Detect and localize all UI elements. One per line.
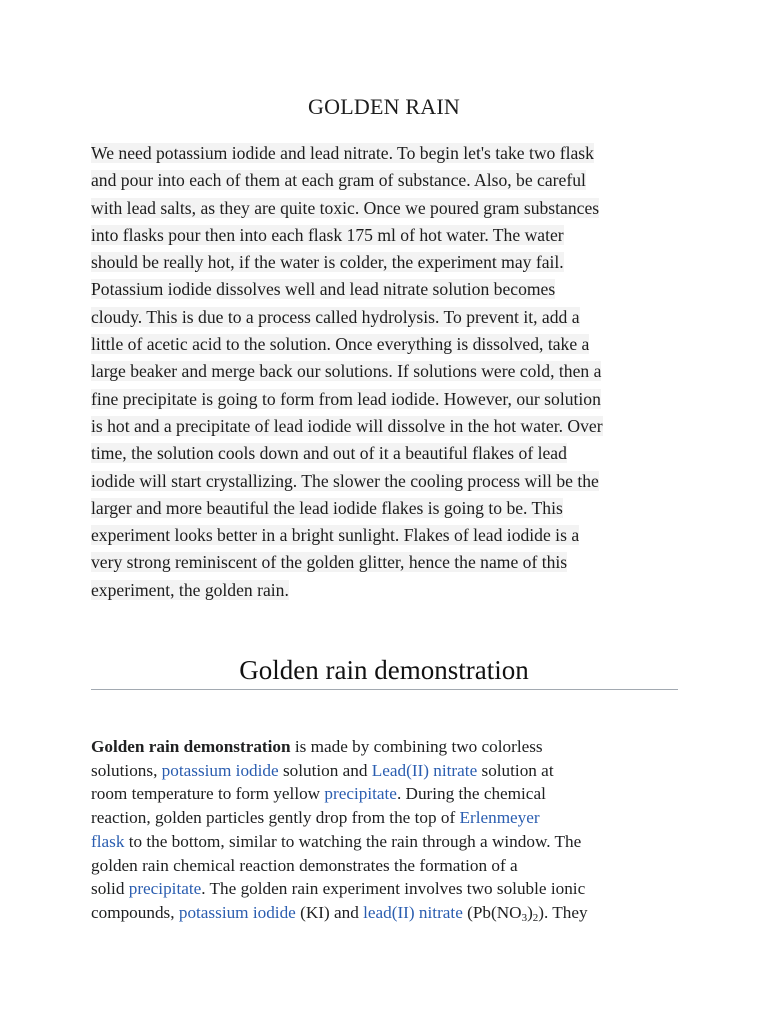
article-paragraph <box>91 735 681 925</box>
intro-line: very strong reminiscent of the golden glitter, hence the name of this <box>91 552 568 573</box>
link-potassium-iodide[interactable]: potassium iodide <box>161 760 279 780</box>
link-erlenmeyer-flask[interactable]: Erlenmeyer <box>459 808 540 828</box>
document-title: GOLDEN RAIN <box>308 94 460 119</box>
link-lead-ii-nitrate[interactable]: Lead(II) nitrate <box>371 760 478 780</box>
intro-line: into flasks pour then into each flask 175 ml of hot water. The water <box>91 224 564 245</box>
intro-line: larger and more beautiful the lead iodide flakes is going to be. This <box>91 497 563 518</box>
link-potassium-iodide-2[interactable]: potassium iodide <box>178 902 296 922</box>
intro-line: cloudy. This is due to a process called hydrolysis. To prevent it, add a <box>91 306 580 327</box>
intro-line: We need potassium iodide and lead nitrate. To begin let's take two flask <box>91 143 594 163</box>
article-line: Golden rain demonstration is made by combining two colorless <box>91 737 543 756</box>
subscript: 2 <box>532 911 539 924</box>
article-line: solid precipitate. The golden rain experiment involves two soluble ionic <box>91 879 586 899</box>
intro-line: iodide will start crystallizing. The slower the cooling process will be the <box>91 470 599 491</box>
heading-divider <box>91 689 678 690</box>
article-line: reaction, golden particles gently drop from the top of Erlenmeyer <box>91 808 540 828</box>
intro-line: time, the solution cools down and out of it a beautiful flakes of lead <box>91 443 567 464</box>
bold-term: Golden rain demonstration <box>91 737 291 756</box>
article-line: flask to the bottom, similar to watching the rain through a window. The <box>91 831 582 851</box>
intro-line: large beaker and merge back our solutions. If solutions were cold, then a <box>91 361 602 382</box>
intro-line: with lead salts, as they are quite toxic. Once we poured gram substances <box>91 197 600 218</box>
section-heading: Golden rain demonstration <box>239 655 529 685</box>
article-line: solutions, potassium iodide solution and Lead(II) nitrate solution at <box>91 760 554 780</box>
intro-line: Potassium iodide dissolves well and lead nitrate solution becomes <box>91 279 556 300</box>
intro-line: is hot and a precipitate of lead iodide will dissolve in the hot water. Over <box>91 415 603 436</box>
intro-line: experiment, the golden rain. <box>91 579 289 600</box>
article-line: golden rain chemical reaction demonstrates the formation of a <box>91 855 518 875</box>
intro-line: and pour into each of them at each gram of substance. Also, be careful <box>91 170 586 191</box>
subscript: 3 <box>521 911 528 924</box>
link-precipitate[interactable]: precipitate <box>324 784 397 804</box>
article-line: compounds, potassium iodide (KI) and lead(II) nitrate $(Pb(NO_3)_2)$. They <box>91 902 588 924</box>
intro-line: should be really hot, if the water is colder, the experiment may fail. <box>91 252 564 273</box>
link-lead-ii-nitrate-2[interactable]: lead(II) nitrate <box>363 902 463 922</box>
intro-line: experiment looks better in a bright sunlight. Flakes of lead iodide is a <box>91 525 580 546</box>
link-erlenmeyer-flask-cont[interactable]: flask <box>91 831 125 851</box>
link-precipitate-2[interactable]: precipitate <box>128 879 202 899</box>
intro-line: fine precipitate is going to form from lead iodide. However, our solution <box>91 388 601 409</box>
intro-paragraph <box>91 140 685 604</box>
article-line: room temperature to form yellow precipitate. During the chemical <box>91 784 546 804</box>
intro-line: little of acetic acid to the solution. Once everything is dissolved, take a <box>91 334 590 355</box>
